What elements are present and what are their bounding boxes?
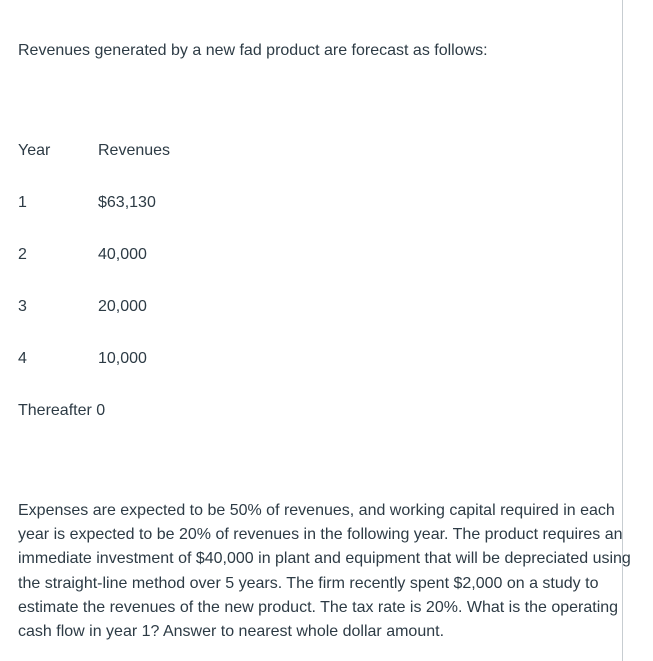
header-revenues: Revenues (98, 142, 171, 159)
question-text: Expenses are expected to be 50% of revenues, and working capital required in each year is expected to be 20% of revenues in the following year. The product requires an immediate investment of $40,000 in plant and equipment that will be depreciated using the straight-line method over 5 years. The firm recently spent $2,000 on a study to estimate the revenues of the new product. The tax rate is 20%. What is the operating cash flow in year 1? Answer to nearest whole dollar amount. (18, 502, 631, 641)
row-revenue: 40,000 (98, 246, 147, 263)
thereafter-row: Thereafter 0 (18, 402, 106, 419)
row-year: 1 (18, 194, 27, 211)
row-year: 4 (18, 350, 27, 367)
row-revenue: 10,000 (98, 350, 147, 367)
row-revenue: $63,130 (98, 194, 156, 211)
row-year: 3 (18, 298, 27, 315)
header-year: Year (18, 142, 51, 159)
row-revenue: 20,000 (98, 298, 147, 315)
row-year: 2 (18, 246, 27, 263)
intro-text: Revenues generated by a new fad product are forecast as follows: (18, 42, 488, 59)
